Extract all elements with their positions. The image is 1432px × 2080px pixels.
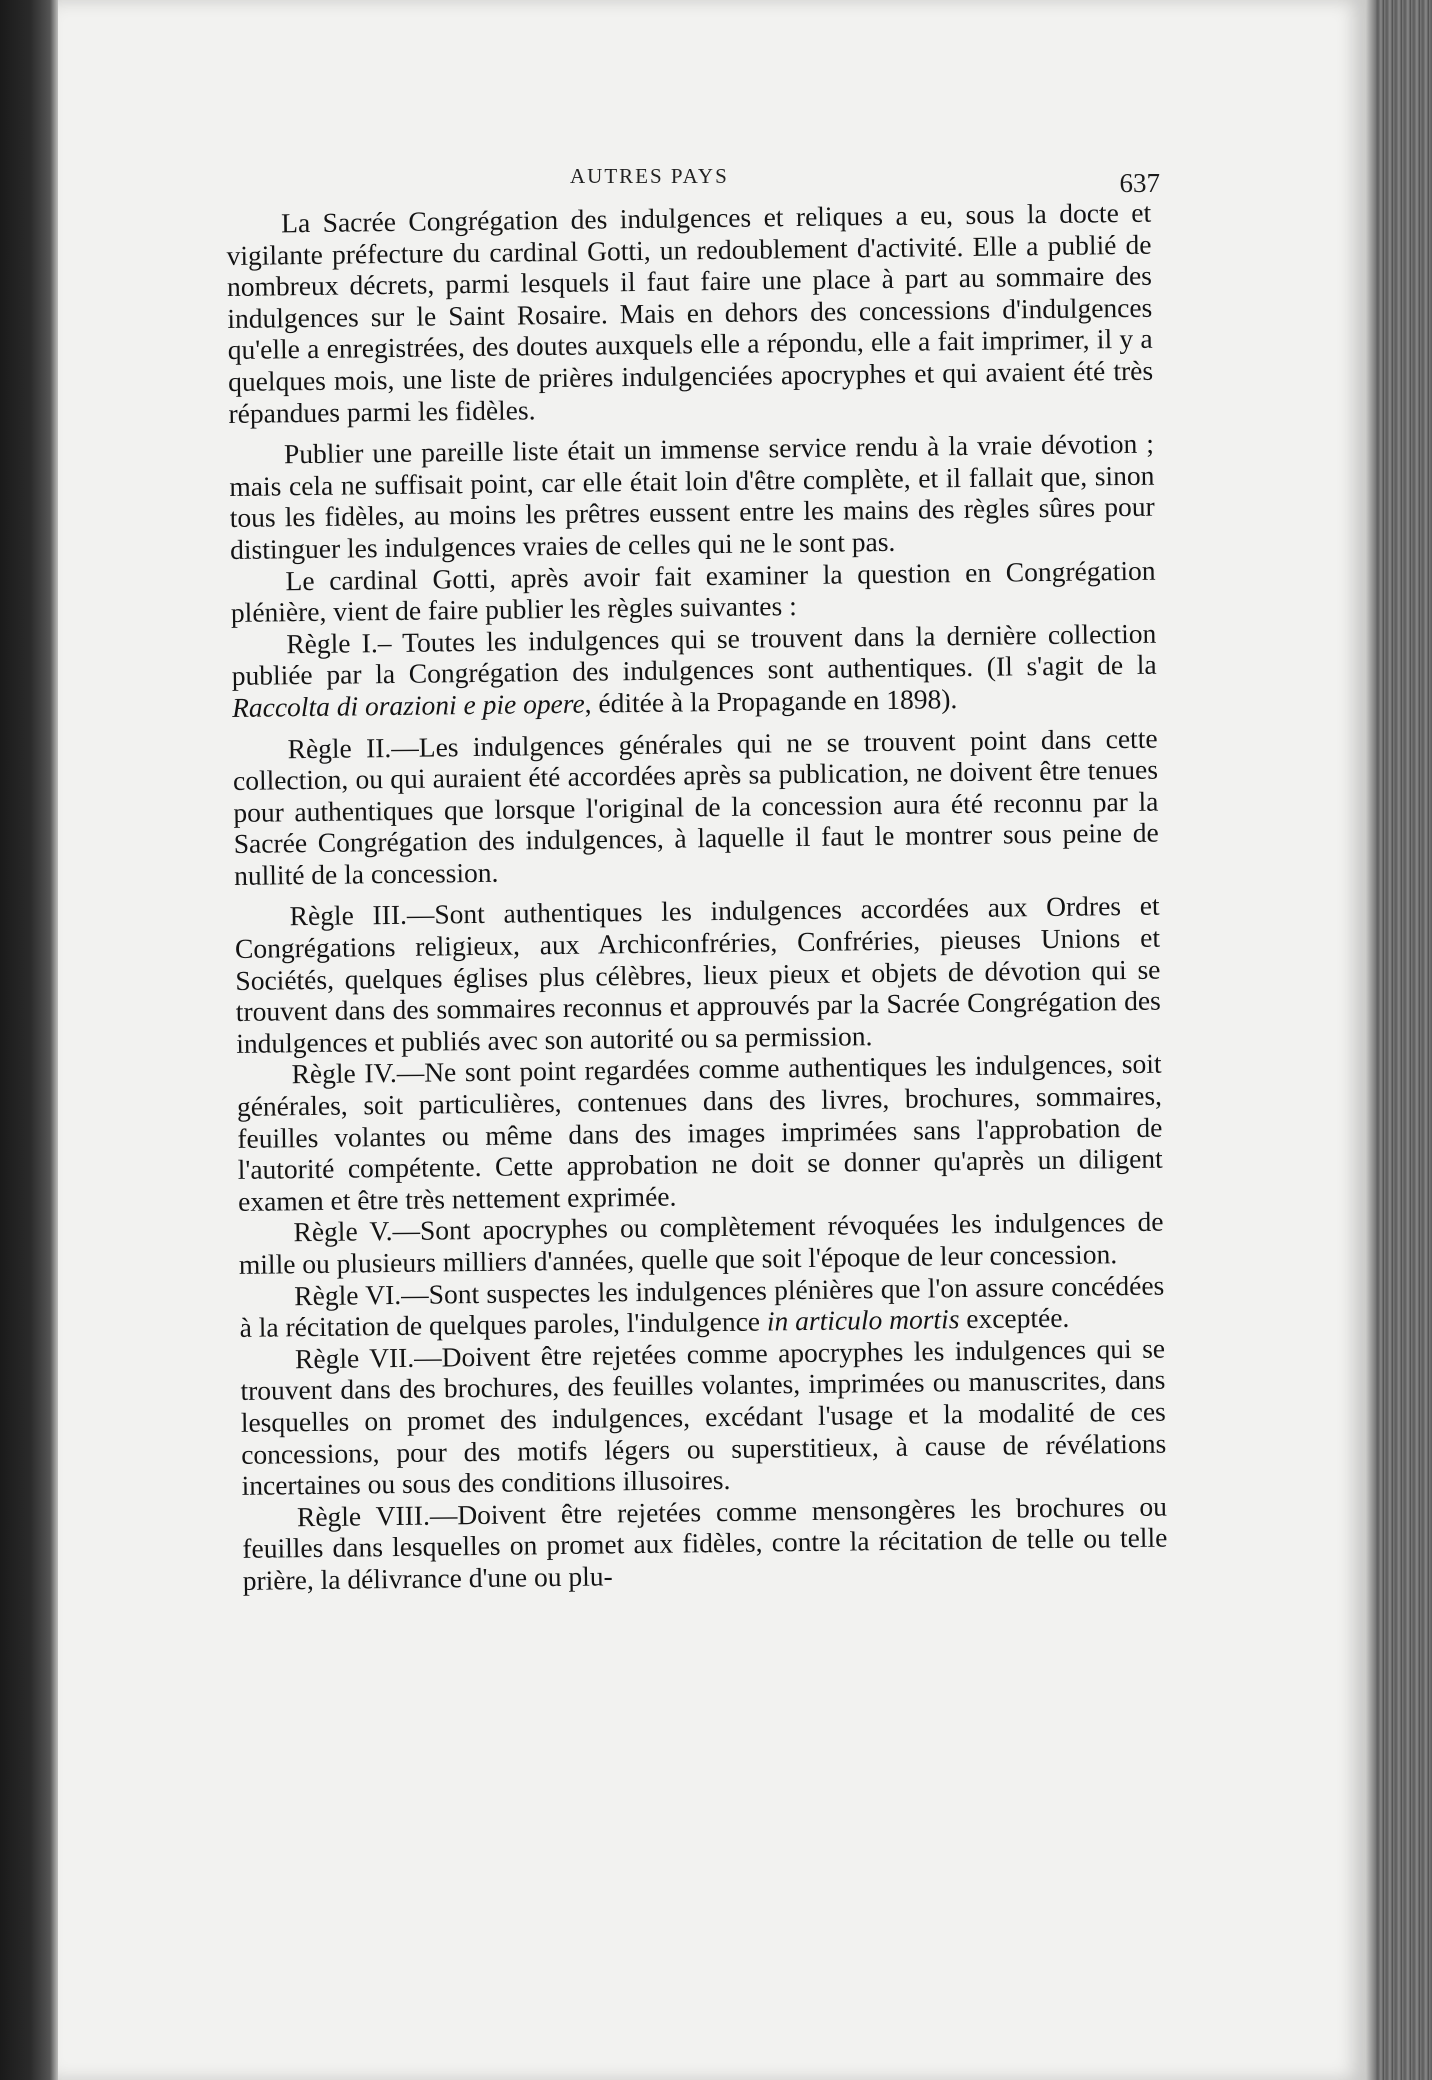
- rule-1-end: , éditée à la Propagande en 1898).: [584, 683, 958, 719]
- rule-4: Règle IV.—Ne sont point regardées comme authentiques les indulgences, soit générales, soit particulières, contenues dans des livres, brochures, sommaires, feuilles volantes ou même dans des images imprimées sans l'approbation de l'autorité compétente. Cette approbation ne doit se donner qu'après un diligent examen et être très nettement exprimée.: [236, 1048, 1163, 1217]
- rule-1-text: Règle I.– Toutes les indulgences qui se trouvent dans la dernière collection publiée par la Congrégation des indulgences sont authentiques. (Il s'agit de la: [231, 617, 1157, 692]
- page-number: 637: [1119, 168, 1160, 198]
- paragraph-liste: Publier une pareille liste était un immense service rendu à la vraie dévotion ; mais cela ne suffisait point, car elle était loin d'être complète, et il fallait que, sinon tous les fidèles, au moins les prêtres eussent entre les mains des règles sûres pour distinguer les indulgences vraies de celles qui ne le sont pas.: [229, 427, 1155, 565]
- rule-8: Règle VIII.—Doivent être rejetées comme mensongères les brochures ou feuilles dans lesquelles on promet aux fidèles, contre la récitation de telle ou telle prière, la délivrance d'une ou plu-: [242, 1490, 1168, 1596]
- rule-6-latin: in articulo mortis: [766, 1303, 960, 1337]
- page-header: [240, 160, 1160, 200]
- paragraph-congregation: La Sacrée Congrégation des indulgences et reliques a eu, sous la docte et vigilante préfecture du cardinal Gotti, un redoublement d'activité. Elle a publié de nombreux décrets, parmi lesquels il faut faire une place à part au sommaire des indulgences sur le Saint Rosaire. Mais en dehors des concessions d'indulgences qu'elle a enregistrées, des doutes auxquels elle a répondu, elle a fait imprimer, il y a quelques mois, une liste de prières indulgenciées apocryphes et qui avaient été très répandues parmi les fidèles.: [226, 196, 1154, 429]
- rule-2: Règle II.—Les indulgences générales qui ne se trouvent point dans cette collection, ou qui auraient été accordées après sa publication, ne doivent être tenues pour authentiques que lorsque l'original de la concession aura été reconnu par la Sacrée Congrégation des indulgences, à laquelle il faut le montrer sous peine de nullité de la concession.: [232, 722, 1159, 891]
- body-text: [226, 197, 1168, 1607]
- paragraph-gotti: Le cardinal Gotti, après avoir fait examiner la question en Congrégation plénière, vient de faire publier les règles suivantes :: [230, 554, 1156, 629]
- rule-6-text: Règle VI.—Sont suspectes les indulgences plénières que l'on assure concédées à la récitation de quelques paroles, l'indulgence: [239, 1269, 1165, 1344]
- rule-7: Règle VII.—Doivent être rejetées comme apocryphes les indulgences qui se trouvent dans des brochures, des feuilles volantes, imprimées ou manuscrites, dans lesquelles on promet des indulgences, excédant l'usage et la modalité de ces concessions, pour des motifs légers ou superstitieux, à cause de révélations incertaines ou sous des conditions illusoires.: [240, 1332, 1167, 1502]
- page-edges: [1366, 0, 1432, 2080]
- rule-1-title: Raccolta di orazioni e pie opere: [231, 687, 585, 723]
- rule-3: Règle III.—Sont authentiques les indulgences accordées aux Ordres et Congrégations religieux, aux Archiconfréries, Confréries, pieuses Unions et Sociétés, quelques églises plus célèbres, lieux pieux et objets de dévotion qui se trouvent dans des sommaires reconnus et approuvés par la Sacrée Congrégation des indulgences et publiés avec son autorité ou sa permission.: [234, 890, 1161, 1059]
- rule-5: Règle V.—Sont apocryphes ou complètement révoquées les indulgences de mille ou plusieurs milliers d'années, quelle que soit l'époque de leur concession.: [238, 1206, 1164, 1280]
- rule-6: [239, 1269, 1165, 1343]
- running-head: AUTRES PAYS: [570, 164, 729, 188]
- rule-6-end: exceptée.: [959, 1301, 1070, 1335]
- book-gutter: [0, 0, 58, 2080]
- rule-1: [231, 617, 1157, 723]
